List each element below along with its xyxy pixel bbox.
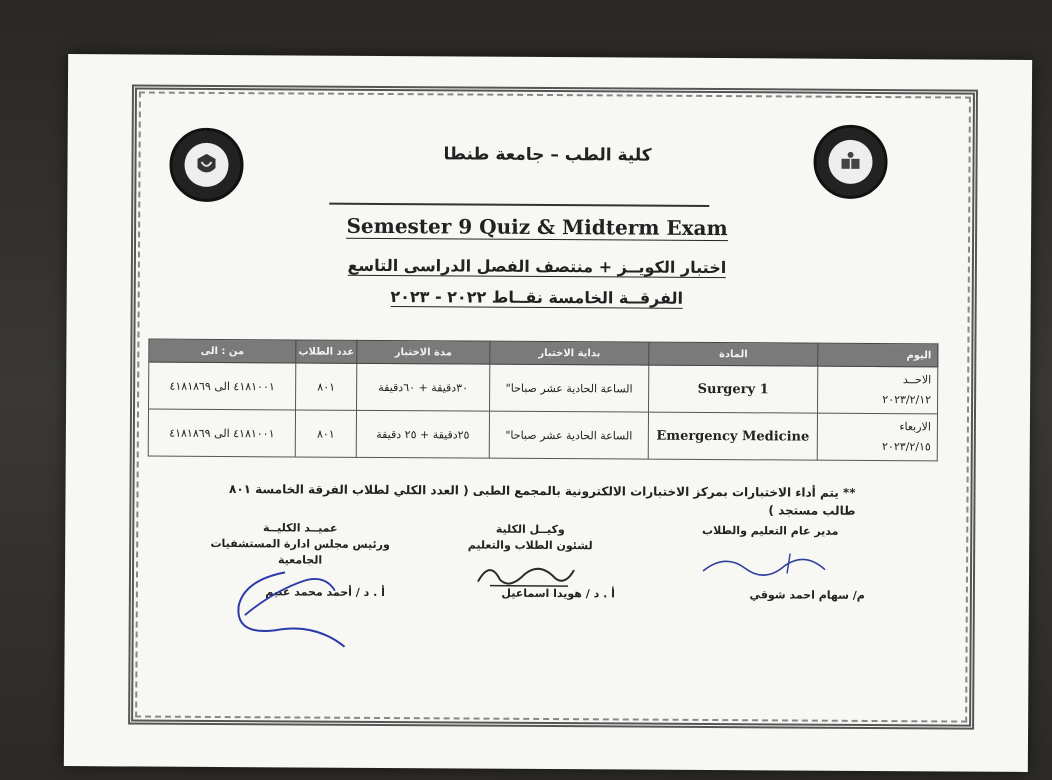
duration-cell: ٣٠دقيقة + ٦٠دقيقة xyxy=(357,363,490,411)
header-day: اليوم xyxy=(818,343,938,367)
header-range: من : الى xyxy=(149,339,296,363)
start-cell: الساعة الحادية عشر صباحا" xyxy=(490,364,649,412)
exam-subtitle: اختبار الكويــز + منتصف الفصل الدراسى التاسع xyxy=(347,255,727,278)
day-cell: الاحــد ٢٠٢٣/٢/١٢ xyxy=(818,366,938,414)
signatory-name-education-director: م/ سهام احمد شوقي xyxy=(749,588,865,602)
subject-cell: Emergency Medicine xyxy=(648,412,817,460)
table-row xyxy=(148,409,937,461)
students-cell: ٨٠١ xyxy=(296,363,357,410)
faculty-title: كلية الطب – جامعة طنطا xyxy=(443,144,652,166)
header-duration: مدة الاختبار xyxy=(357,340,490,364)
university-seal-icon xyxy=(169,128,243,202)
table-row xyxy=(149,362,938,414)
exam-location-note: ** يتم أداء الاختبارات بمركز الاختبارات الالكترونية بالمجمع الطبى ( العدد الكلي لطلاب الفرقة الخامسة ٨٠١ طالب مستجد ) xyxy=(228,482,856,518)
dean-signature xyxy=(225,560,366,651)
signature-title-education-director: مدير عام التعليم والطلاب xyxy=(702,523,839,538)
duration-cell: ٢٥دقيقة + ٢٥ دقيقة xyxy=(356,410,489,458)
faculty-of-medicine-seal-icon xyxy=(813,125,887,199)
day-cell: الاربعاء ٢٠٢٣/٢/١٥ xyxy=(817,413,937,461)
range-cell: ٤١٨١٠٠١ الى ٤١٨١٨٦٩ xyxy=(149,362,296,410)
students-cell: ٨٠١ xyxy=(295,410,356,457)
class-year-subtitle: الفرقــة الخامسة نقــاط ٢٠٢٢ - ٢٠٢٣ xyxy=(390,287,684,308)
header-start: بداية الاختبار xyxy=(490,341,649,365)
signatory-name-vice-dean: أ . د / هويدا اسماعيل xyxy=(501,586,615,601)
exam-title: Semester 9 Quiz & Midterm Exam xyxy=(346,213,728,241)
range-cell: ٤١٨١٠٠١ الى ٤١٨١٨٦٩ xyxy=(148,409,295,457)
start-cell: الساعة الحادية عشر صباحا" xyxy=(489,411,648,459)
vice-dean-signature xyxy=(470,552,580,598)
paper-sheet xyxy=(64,54,1032,772)
subject-cell: Surgery 1 xyxy=(649,365,818,413)
signature-title-vice-dean: وكيــل الكلية لشئون الطلاب والتعليم xyxy=(467,522,593,553)
header-students: عدد الطلاب xyxy=(296,340,357,363)
signatory-name-dean: أ . د / أحمد محمد غنيم xyxy=(265,585,385,600)
handwritten-date-signature xyxy=(695,543,845,584)
header-subject: المادة xyxy=(649,342,818,366)
exam-schedule-table xyxy=(148,339,939,462)
signature-title-dean: عميــد الكليــة ورئيس مجلس ادارة المستشفيات الجامعية xyxy=(210,521,390,567)
